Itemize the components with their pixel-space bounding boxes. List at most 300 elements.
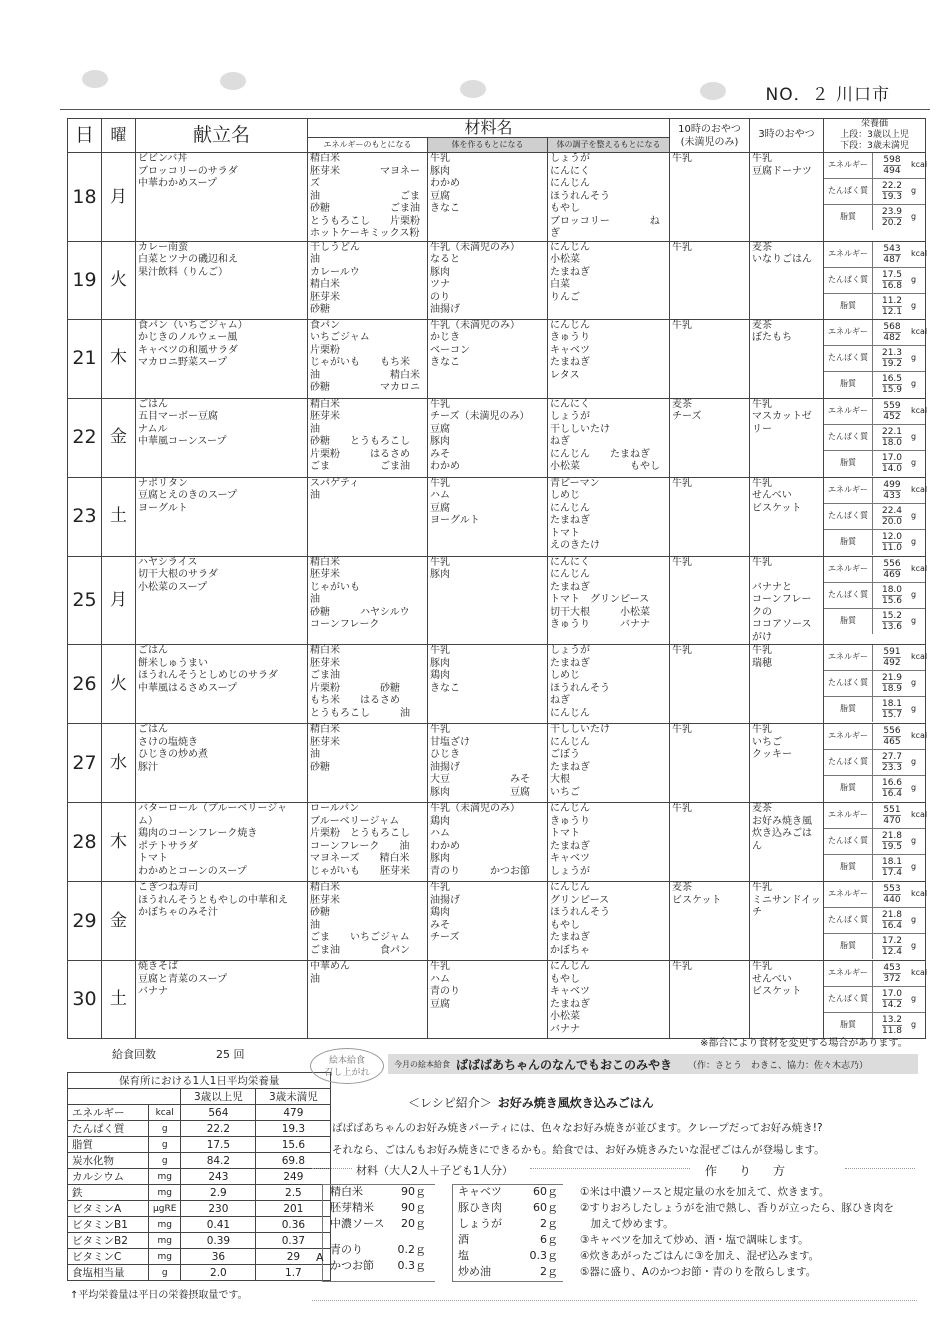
ingredient-name: 精白米 — [330, 1185, 363, 1198]
energy-foods-text: 食パン いちごジャム 片栗粉 じゃがいも もち米 油 精白米 砂糖 マカロニ — [310, 319, 420, 393]
energy-foods-text: 精白米 胚芽米 油 砂糖 とうもろこし 片栗粉 はるさめ ごま ごま油 — [310, 398, 410, 472]
ingredient-name: 胚芽精米 — [330, 1201, 374, 1214]
nutrition-row — [824, 609, 925, 634]
col-nutrition — [824, 119, 926, 153]
nutrition-row — [824, 776, 925, 801]
energy-foods — [308, 398, 428, 477]
ingredient-item — [330, 1242, 426, 1258]
weekday: 土 — [102, 961, 136, 1039]
body-foods-text: 牛乳 豚肉 — [430, 556, 450, 580]
ingredient-amount: 60ｇ — [533, 1185, 558, 1198]
ehon-label: 今月の絵本給食 — [394, 1059, 450, 1069]
value-under3: 11.0 — [881, 542, 903, 553]
snack-3pm — [750, 882, 824, 961]
nutrition-row — [824, 346, 925, 372]
snack-10am-text: 麦茶 ビスケット — [672, 882, 722, 906]
nutrition-row — [824, 829, 925, 855]
menu-row — [68, 153, 926, 242]
condition-foods — [548, 153, 670, 242]
nutrient-values — [873, 559, 911, 580]
nutrient-name: ビタミンC — [68, 1249, 149, 1265]
ingredient-item — [458, 1200, 558, 1216]
body-foods-text: 牛乳（未満児のみ） かじき ベーコン きなこ — [430, 319, 520, 368]
col-materials: 材料名 — [308, 119, 670, 138]
menu-table — [67, 118, 926, 1039]
nutrient-values — [873, 857, 911, 878]
nutrition-row — [824, 583, 925, 609]
recipe-intro-2: それなら、ごはんもお好み焼きにできるかも。給食では、お好み焼きみたいな混ぜごはんが登場します。 — [332, 1144, 825, 1156]
ingredient-name: かつお節 — [330, 1259, 374, 1272]
nutrition-cell — [824, 556, 926, 645]
condition-foods-text: にんじん 小松菜 たまねぎ 白菜 りんご — [550, 241, 590, 303]
body-foods-text: 牛乳 甘塩ざけ ひじき 油揚げ 大豆 みそ 豚肉 豆腐 — [430, 724, 530, 798]
snack-3pm-text: 牛乳 いちご クッキー — [752, 724, 792, 760]
day-number: 26 — [68, 645, 102, 724]
value-under3: 20.0 — [881, 516, 903, 527]
value-under3: 487 — [883, 254, 901, 265]
snack-3pm — [750, 645, 824, 724]
snack-3pm-text: 牛乳 マスカットゼリー — [752, 398, 812, 435]
nutrient-unit: kcal — [911, 563, 928, 573]
condition-foods — [548, 961, 670, 1039]
menu-names — [136, 241, 308, 319]
value-over3: 556 — [883, 726, 901, 736]
snack-3pm — [750, 241, 824, 319]
menu-row — [68, 645, 926, 724]
nutrient-unit: g — [911, 212, 917, 222]
condition-foods-text: にんじん きゅうり キャベツ たまねぎ レタス — [550, 319, 590, 381]
energy-foods-text: 干しうどん 油 カレールウ 精白米 胚芽米 砂糖 — [310, 241, 360, 315]
value-over3: 553 — [883, 884, 901, 894]
body-foods — [428, 477, 548, 556]
value-over3: 22.2 — [881, 181, 903, 191]
nutrient-values — [873, 270, 911, 291]
nutrient-values — [873, 726, 911, 747]
nutrient-values — [873, 752, 911, 773]
value-over3: 243 — [181, 1169, 256, 1185]
nutrient-unit: kcal — [911, 248, 928, 258]
nutrient-unit: g — [911, 757, 917, 767]
nutrient-unit: g — [911, 510, 917, 520]
value-over3: 27.7 — [881, 752, 903, 762]
dotted-divider — [845, 1168, 915, 1175]
value-under3: 69.8 — [256, 1153, 331, 1169]
snack-3pm-text: 牛乳 ミニサンドイッチ — [752, 882, 821, 918]
value-over3: 591 — [883, 647, 901, 657]
ingredient-name: 酒 — [458, 1233, 469, 1246]
weekday: 火 — [102, 241, 136, 319]
ingredient-name: キャベツ — [458, 1185, 502, 1198]
nutrient-values — [873, 453, 911, 474]
ingredient-item — [330, 1258, 426, 1274]
nutrient-values — [873, 401, 911, 422]
condition-foods-text: にんにく にんじん たまねぎ トマト グリンピース 切干大根 小松菜 きゅうり バナナ — [550, 556, 650, 630]
snack-3pm-text: 麦茶 ぼたもち — [752, 319, 792, 343]
ingredient-item — [330, 1216, 426, 1232]
value-under3: 201 — [256, 1201, 331, 1217]
ingredient-item — [330, 1184, 426, 1200]
nutrient-unit: mg — [149, 1233, 181, 1249]
value-over3: 568 — [883, 321, 901, 332]
nutrient-values — [873, 963, 911, 984]
condition-foods-text: にんにく しょうが 干ししいたけ ねぎ にんじん たまねぎ 小松菜 もやし — [550, 398, 660, 472]
energy-foods-text: 中華めん 油 — [310, 961, 350, 985]
ingredient-name: 炒め油 — [458, 1265, 491, 1278]
recipe-heading — [408, 1094, 654, 1111]
nutrient-label: エネルギー — [824, 320, 873, 345]
energy-foods — [308, 645, 428, 724]
nutrient-label: エネルギー — [824, 803, 873, 828]
nutrient-label: 脂質 — [824, 294, 873, 319]
value-under3: 23.3 — [881, 763, 903, 773]
nutrient-values — [873, 322, 911, 343]
nutrient-values — [873, 910, 911, 931]
nutrient-unit: kcal — [911, 484, 928, 494]
body-foods — [428, 724, 548, 803]
condition-foods — [548, 803, 670, 882]
nutrient-label: エネルギー — [824, 153, 873, 178]
value-under3: 18.0 — [881, 437, 903, 448]
snack-10am — [670, 319, 750, 398]
nutrient-values — [873, 244, 911, 265]
snack-10am — [670, 556, 750, 645]
nutrient-unit: g — [911, 862, 917, 872]
blank-cell — [68, 1089, 181, 1105]
nutrition-row — [824, 882, 928, 908]
nutrient-unit: kcal — [911, 968, 928, 978]
value-over3: 15.2 — [881, 610, 903, 621]
recipe-label: ＜レシピ紹介＞ — [408, 1096, 492, 1110]
value-over3: 22.4 — [881, 505, 903, 516]
nutrient-unit: g — [911, 186, 917, 196]
snack-3pm — [750, 724, 824, 803]
value-under3: 1.7 — [256, 1265, 331, 1281]
nutrient-unit: g — [911, 536, 917, 546]
average-row — [68, 1153, 331, 1169]
value-under3: 20.2 — [881, 218, 903, 228]
value-over3: 0.41 — [181, 1217, 256, 1233]
nutrition-cell — [824, 724, 926, 803]
bee-decoration-icon — [220, 72, 246, 90]
average-footnote: ↑平均栄養量は平日の栄養摂取量です。 — [70, 1290, 248, 1301]
nutrient-label: たんぱく質 — [824, 179, 873, 204]
snack-10am-text: 牛乳 — [672, 477, 692, 489]
average-row — [68, 1249, 331, 1265]
nutrient-label: たんぱく質 — [824, 425, 873, 450]
condition-foods-text: しょうが たまねぎ しめじ ほうれんそう ねぎ にんじん — [550, 645, 610, 719]
nutrient-values — [873, 506, 911, 527]
weekday: 木 — [102, 319, 136, 398]
value-under3: 0.37 — [256, 1233, 331, 1249]
value-over3: 21.3 — [881, 347, 903, 358]
energy-foods — [308, 961, 428, 1039]
dotted-divider — [530, 1168, 690, 1175]
value-over3: 556 — [883, 558, 901, 569]
nutrient-label: たんぱく質 — [824, 268, 873, 293]
nutrient-unit: g — [911, 378, 917, 388]
nutrient-values — [873, 1015, 911, 1036]
nutrient-values — [873, 480, 911, 501]
nutrient-label: たんぱく質 — [824, 346, 873, 371]
nutrient-name: エネルギー — [68, 1105, 149, 1121]
nutrition-row — [824, 153, 928, 179]
energy-foods-text: スパゲティ 油 — [310, 477, 360, 501]
value-under3: 433 — [883, 490, 901, 501]
nutrient-unit: g — [911, 431, 917, 441]
day-number: 18 — [68, 153, 102, 242]
day-number: 29 — [68, 882, 102, 961]
day-number: 25 — [68, 556, 102, 645]
value-over3: 453 — [883, 963, 901, 973]
energy-foods — [308, 477, 428, 556]
nutrient-name: ビタミンB1 — [68, 1217, 149, 1233]
nutrition-row — [824, 750, 925, 776]
nutrient-unit: mg — [149, 1185, 181, 1201]
value-over3: 499 — [883, 479, 901, 490]
nutrient-label: 脂質 — [824, 1013, 873, 1038]
nutrient-name: ビタミンB2 — [68, 1233, 149, 1249]
ingredient-amount: 0.3ｇ — [397, 1259, 426, 1272]
day-number: 22 — [68, 398, 102, 477]
nutrient-unit: g — [911, 615, 917, 625]
nutrition-row — [824, 530, 925, 555]
menu-names-text: 焼きそば 豆腐と青菜のスープ バナナ — [138, 961, 227, 997]
body-foods — [428, 645, 548, 724]
ingredient-amount: 6ｇ — [540, 1233, 558, 1246]
snack-3pm-text: 牛乳 バナナと コーンフレークの ココアソースがけ — [752, 556, 812, 643]
value-over3: 0.39 — [181, 1233, 256, 1249]
ingredient-item — [458, 1232, 558, 1248]
value-under3: 17.4 — [881, 868, 903, 878]
energy-foods-text: ロールパン ブルーベリージャム 片栗粉 とうもろこし コーンフレーク 油 マヨネーズ 精白米 じゃがいも 胚芽米 — [310, 803, 410, 877]
nutrition-row — [824, 697, 925, 722]
body-foods — [428, 961, 548, 1039]
nutrition-row — [824, 803, 928, 829]
body-foods-text: 牛乳 豚肉 わかめ 豆腐 きなこ — [430, 153, 460, 214]
recipe-title: お好み焼き風炊き込みごはん — [497, 1096, 654, 1110]
energy-foods-text: 精白米 胚芽米 油 砂糖 — [310, 724, 340, 773]
nutrient-unit: g — [911, 915, 917, 925]
energy-foods — [308, 803, 428, 882]
value-under3: 12.4 — [881, 947, 903, 957]
nutrient-label: たんぱく質 — [824, 987, 873, 1012]
menu-row — [68, 398, 926, 477]
energy-foods-text: 精白米 胚芽米 砂糖 油 ごま いちごジャム ごま油 食パン — [310, 882, 410, 956]
condition-foods — [548, 319, 670, 398]
nutrition-cell — [824, 241, 926, 319]
ingredient-name: 中濃ソース — [330, 1217, 385, 1230]
nutrient-unit: g — [911, 678, 917, 688]
change-note: ※都合により食材を変更する場合があります。 — [700, 1038, 908, 1049]
value-over3: 17.0 — [881, 452, 903, 463]
condition-source-header: 体の調子を整えるもとになる — [548, 138, 670, 153]
body-foods — [428, 556, 548, 645]
nutrient-unit: g — [149, 1137, 181, 1153]
nutrient-unit: kcal — [911, 810, 928, 820]
col-menu: 献立名 — [136, 119, 308, 153]
nutrient-label: エネルギー — [824, 242, 873, 267]
weekday: 木 — [102, 803, 136, 882]
value-over3: 551 — [883, 805, 901, 815]
avg-col-over3: 3歳以上児 — [181, 1089, 256, 1105]
snack-10am — [670, 398, 750, 477]
day-number: 21 — [68, 319, 102, 398]
nutrition-row — [824, 242, 928, 268]
nutrient-label: 脂質 — [824, 934, 873, 959]
average-row — [68, 1265, 331, 1281]
snack-3pm — [750, 319, 824, 398]
value-under3: 16.4 — [881, 789, 903, 799]
nutrition-row — [824, 724, 928, 750]
ingredient-amount: 0.2ｇ — [397, 1243, 426, 1256]
energy-foods — [308, 319, 428, 398]
col-snack10 — [670, 119, 750, 153]
nutrient-values — [873, 936, 911, 957]
snack-10am-text: 牛乳 — [672, 241, 692, 253]
condition-foods — [548, 398, 670, 477]
menu-names — [136, 153, 308, 242]
snack-10am-text: 牛乳 — [672, 803, 692, 814]
average-row — [68, 1233, 331, 1249]
value-over3: 23.9 — [881, 207, 903, 217]
nutrient-label: たんぱく質 — [824, 583, 873, 608]
body-foods-text: 牛乳 豚肉 鶏肉 きなこ — [430, 645, 460, 694]
nutrition-row — [824, 478, 928, 504]
nutrient-unit: g — [911, 941, 917, 951]
nutrient-unit: g — [911, 589, 917, 599]
value-over3: 18.1 — [881, 857, 903, 867]
value-under3: 469 — [883, 569, 901, 580]
value-over3: 18.0 — [881, 584, 903, 595]
weekday: 火 — [102, 645, 136, 724]
avg-col-under3: 3歳未満児 — [256, 1089, 331, 1105]
nutrition-row — [824, 179, 925, 205]
nutrient-values — [873, 805, 911, 826]
ehon-author: （作：さとう わきこ、協力：佐々木志乃） — [688, 1060, 869, 1071]
menu-row — [68, 241, 926, 319]
energy-source-header: エネルギーのもとになる — [308, 138, 428, 153]
nutrition-row — [824, 294, 925, 319]
nutrient-unit: g — [911, 352, 917, 362]
body-source-header: 体を作るもとになる — [428, 138, 548, 153]
value-over3: 22.1 — [881, 426, 903, 437]
nutrient-label: 脂質 — [824, 205, 873, 230]
ingredient-name: 塩 — [458, 1249, 469, 1262]
condition-foods — [548, 477, 670, 556]
nutrient-name: 炭水化物 — [68, 1153, 149, 1169]
nutrient-values — [873, 778, 911, 799]
value-over3: 84.2 — [181, 1153, 256, 1169]
nutrient-values — [873, 374, 911, 395]
value-over3: 21.8 — [881, 910, 903, 920]
nutrient-label: エネルギー — [824, 557, 873, 582]
nutrient-unit: kcal — [911, 652, 928, 662]
value-over3: 13.2 — [881, 1015, 903, 1025]
dotted-divider — [312, 1168, 352, 1175]
ingredients-list-2 — [458, 1184, 558, 1280]
nutrient-values — [873, 884, 911, 905]
weekday: 月 — [102, 556, 136, 645]
nutrient-label: エネルギー — [824, 399, 873, 424]
menu-names — [136, 398, 308, 477]
average-row — [68, 1217, 331, 1233]
snack-3pm — [750, 803, 824, 882]
snack-10am — [670, 477, 750, 556]
energy-foods-text: 精白米 胚芽米 じゃがいも 油 砂糖 ハヤシルウ コーンフレーク — [310, 556, 410, 630]
ingredients-list-1 — [330, 1184, 426, 1232]
snack-10am — [670, 803, 750, 882]
value-over3: 17.5 — [881, 269, 903, 280]
ingredient-name: しょうが — [458, 1217, 502, 1230]
value-under3: 18.9 — [881, 684, 903, 694]
value-under3: 13.6 — [881, 621, 903, 632]
condition-foods — [548, 724, 670, 803]
ingredient-amount: 0.3ｇ — [529, 1249, 558, 1262]
menu-names-text: カレー南蛮 白菜とツナの磯辺和え 果汁飲料（りんご） — [138, 241, 238, 278]
nutrient-unit: g — [911, 1020, 917, 1030]
nutrition-cell — [824, 882, 926, 961]
col-weekday: 曜 — [102, 119, 136, 153]
value-under3: 11.8 — [881, 1026, 903, 1036]
value-over3: 22.2 — [181, 1121, 256, 1137]
snack-3pm-text: 牛乳 豆腐ドーナツ — [752, 153, 812, 177]
method-heading: 作り方 — [705, 1164, 808, 1178]
nutrient-label: 脂質 — [824, 609, 873, 634]
snack-3pm — [750, 398, 824, 477]
snack-10am — [670, 645, 750, 724]
nutrient-label: エネルギー — [824, 645, 873, 670]
menu-names-text: ビビンバ丼 ブロッコリーのサラダ 中華わかめスープ — [138, 153, 238, 189]
nutrition-cell — [824, 961, 926, 1039]
nutrient-values — [873, 427, 911, 448]
nutrient-label: 脂質 — [824, 372, 873, 397]
ingredient-name: 青のり — [330, 1243, 363, 1256]
condition-foods-text: にんじん グリンピース ほうれんそう もやし たまねぎ かぼちゃ — [550, 882, 610, 956]
snack-10am-text: 牛乳 — [672, 645, 692, 656]
nutrient-values — [873, 699, 911, 720]
issue-number: NO．２ 川口市 — [765, 85, 890, 105]
ingredient-amount: 20ｇ — [401, 1217, 426, 1230]
average-row — [68, 1185, 331, 1201]
snack-10am-text: 牛乳 — [672, 153, 692, 164]
value-over3: 11.2 — [881, 295, 903, 306]
snack-3pm-text: 牛乳 せんべい ビスケット — [752, 961, 802, 997]
nutrient-label: 脂質 — [824, 697, 873, 722]
nutrition-row — [824, 961, 928, 987]
condition-foods — [548, 556, 670, 645]
nutrient-unit: g — [911, 783, 917, 793]
ingredient-item — [458, 1184, 558, 1200]
snack-10am-text: 牛乳 — [672, 724, 692, 735]
menu-names-text: こぎつね寿司 ほうれんそうともやしの中華和え かぼちゃのみそ汁 — [138, 882, 288, 918]
nutrient-name: ビタミンA — [68, 1201, 149, 1217]
body-foods-text: 牛乳 ハム 青のり 豆腐 — [430, 961, 460, 1010]
value-over3: 2.9 — [181, 1185, 256, 1201]
snack-3pm — [750, 961, 824, 1039]
body-foods-text: 牛乳 ハム 豆腐 ヨーグルト — [430, 477, 480, 526]
nutrition-row — [824, 855, 925, 880]
value-over3: 230 — [181, 1201, 256, 1217]
snack-10am-text: 牛乳 — [672, 556, 692, 568]
condition-foods-text: 青ピーマン しめじ にんじん たまねぎ トマト えのきたけ — [550, 477, 600, 551]
menu-names — [136, 319, 308, 398]
header-rule — [60, 109, 930, 110]
value-under3: 12.1 — [881, 306, 903, 317]
menu-names-text: 食パン（いちごジャム） かじきのノルウェー風 キャベツの和風サラダ マカロニ野菜スープ — [138, 319, 248, 368]
snack-10am-text: 牛乳 — [672, 319, 692, 331]
body-foods — [428, 241, 548, 319]
nutrient-label: エネルギー — [824, 882, 873, 907]
